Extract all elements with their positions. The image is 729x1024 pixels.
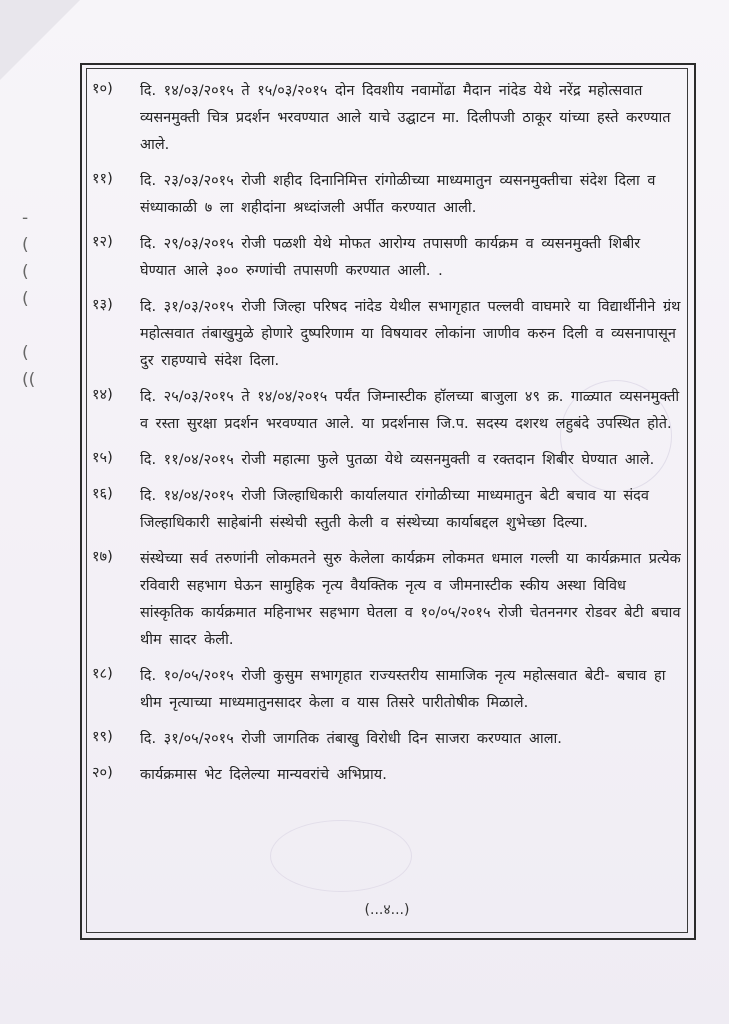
page-continuation-marker: (...४...) [364, 902, 410, 918]
list-item [92, 483, 682, 537]
item-text: दि. ३१/०५/२०१५ रोजी जागतिक तंबाखु विरोधी दिन साजरा करण्यात आला. [140, 731, 562, 747]
item-text: दि. २९/०३/२०१५ रोजी पळशी येथे मोफत आरोग्य तपासणी कार्यक्रम व व्यसनमुक्ती शिबीर घेण्यात आले ३०० रुग्णांची तपासणी करण्यात आली. . [140, 236, 641, 279]
item-number: १३) [92, 297, 113, 313]
item-text: दि. १०/०५/२०१५ रोजी कुसुम सभागृहात राज्यस्तरीय सामाजिक नृत्य महोत्सवात बेटी- बचाव हा थीम नृत्याच्या माध्यमातुनसादर केला व यास तिसरे पारीतोषीक मिळाले. [140, 668, 666, 711]
item-text: दि. ११/०४/२०१५ रोजी महात्मा फुले पुतळा येथे व्यसनमुक्ती व रक्तदान शिबीर घेण्यात आले. [140, 452, 655, 468]
item-number: १६) [92, 486, 113, 502]
margin-handwritten-marks: - ( ( ( ( (( [22, 208, 36, 390]
list-item [92, 546, 682, 654]
list-item [92, 447, 682, 474]
list-item [92, 663, 682, 717]
item-number: १०) [92, 81, 113, 97]
item-text: दि. २३/०३/२०१५ रोजी शहीद दिनानिमित्त रांगोळीच्या माध्यमातुन व्यसनमुक्तीचा संदेश दिला व संध्याकाळी ७ ला शहीदांना श्रध्दांजली अर्पीत करण्यात आली. [140, 173, 656, 216]
item-number: १७) [92, 549, 113, 565]
list-item [92, 762, 682, 789]
item-text: दि. १४/०४/२०१५ रोजी जिल्हाधिकारी कार्यालयात रांगोळीच्या माध्यमातुन बेटी बचाव या संदव जिल्हाधिकारी साहेबांनी संस्थेची स्तुती केली व संस्थेच्या कार्याबद्दल शुभेच्छा दिल्या. [140, 488, 649, 531]
item-number: २०) [92, 765, 113, 781]
list-item [92, 384, 682, 438]
item-number: १८) [92, 666, 113, 682]
list-item [92, 168, 682, 222]
item-number: १५) [92, 450, 113, 466]
list-item [92, 294, 682, 375]
item-number: १४) [92, 387, 113, 403]
activity-list [92, 78, 682, 798]
item-text: दि. ३१/०३/२०१५ रोजी जिल्हा परिषद नांदेड येथील सभागृहात पल्लवी वाघमारे या विद्यार्थीनीने ग्रंथ महोत्सवात तंबाखुमुळे होणारे दुष्परिणाम या विषयावर लोकांना जाणीव करुन दिली व व्यसनापासून दुर राहण्याचे संदेश दिला. [140, 299, 681, 369]
item-number: १९) [92, 729, 113, 745]
item-number: ११) [92, 171, 113, 187]
list-item [92, 726, 682, 753]
list-item [92, 78, 682, 159]
list-item [92, 231, 682, 285]
item-text: कार्यक्रमास भेट दिलेल्या मान्यवरांचे अभिप्राय. [140, 767, 387, 783]
item-text: संस्थेच्या सर्व तरुणांनी लोकमतने सुरु केलेला कार्यक्रम लोकमत धमाल गल्ली या कार्यक्रमात प्रत्येक रविवारी सहभाग घेऊन सामुहिक नृत्य वैयक्तिक नृत्य व जीमनास्टीक स्कीय अस्था विविध सांस्कृतिक कार्यक्रमात महिनाभर सहभाग घेतला व १०/०५/२०१५ रोजी चेतननगर रोडवर बेटी बचाव थीम सादर केली. [140, 551, 681, 648]
item-number: १२) [92, 234, 113, 250]
item-text: दि. २५/०३/२०१५ ते १४/०४/२०१५ पर्यंत जिम्नास्टीक हॉलच्या बाजुला ४९ क्र. गाळ्यात व्यसनमुक्ती व रस्ता सुरक्षा प्रदर्शन भरवण्यात आले. या प्रदर्शनास जि.प. सदस्य दशरथ लहुबंदे उपस्थित होते. [140, 389, 680, 432]
folded-corner [0, 0, 80, 80]
item-text: दि. १४/०३/२०१५ ते १५/०३/२०१५ दोन दिवशीय नवामोंढा मैदान नांदेड येथे नरेंद्र महोत्सवात व्यसनमुक्ती चित्र प्रदर्शन भरवण्यात आले याचे उद्घाटन मा. दिलीपजी ठाकूर यांच्या हस्ते करण्यात आले. [140, 83, 671, 153]
